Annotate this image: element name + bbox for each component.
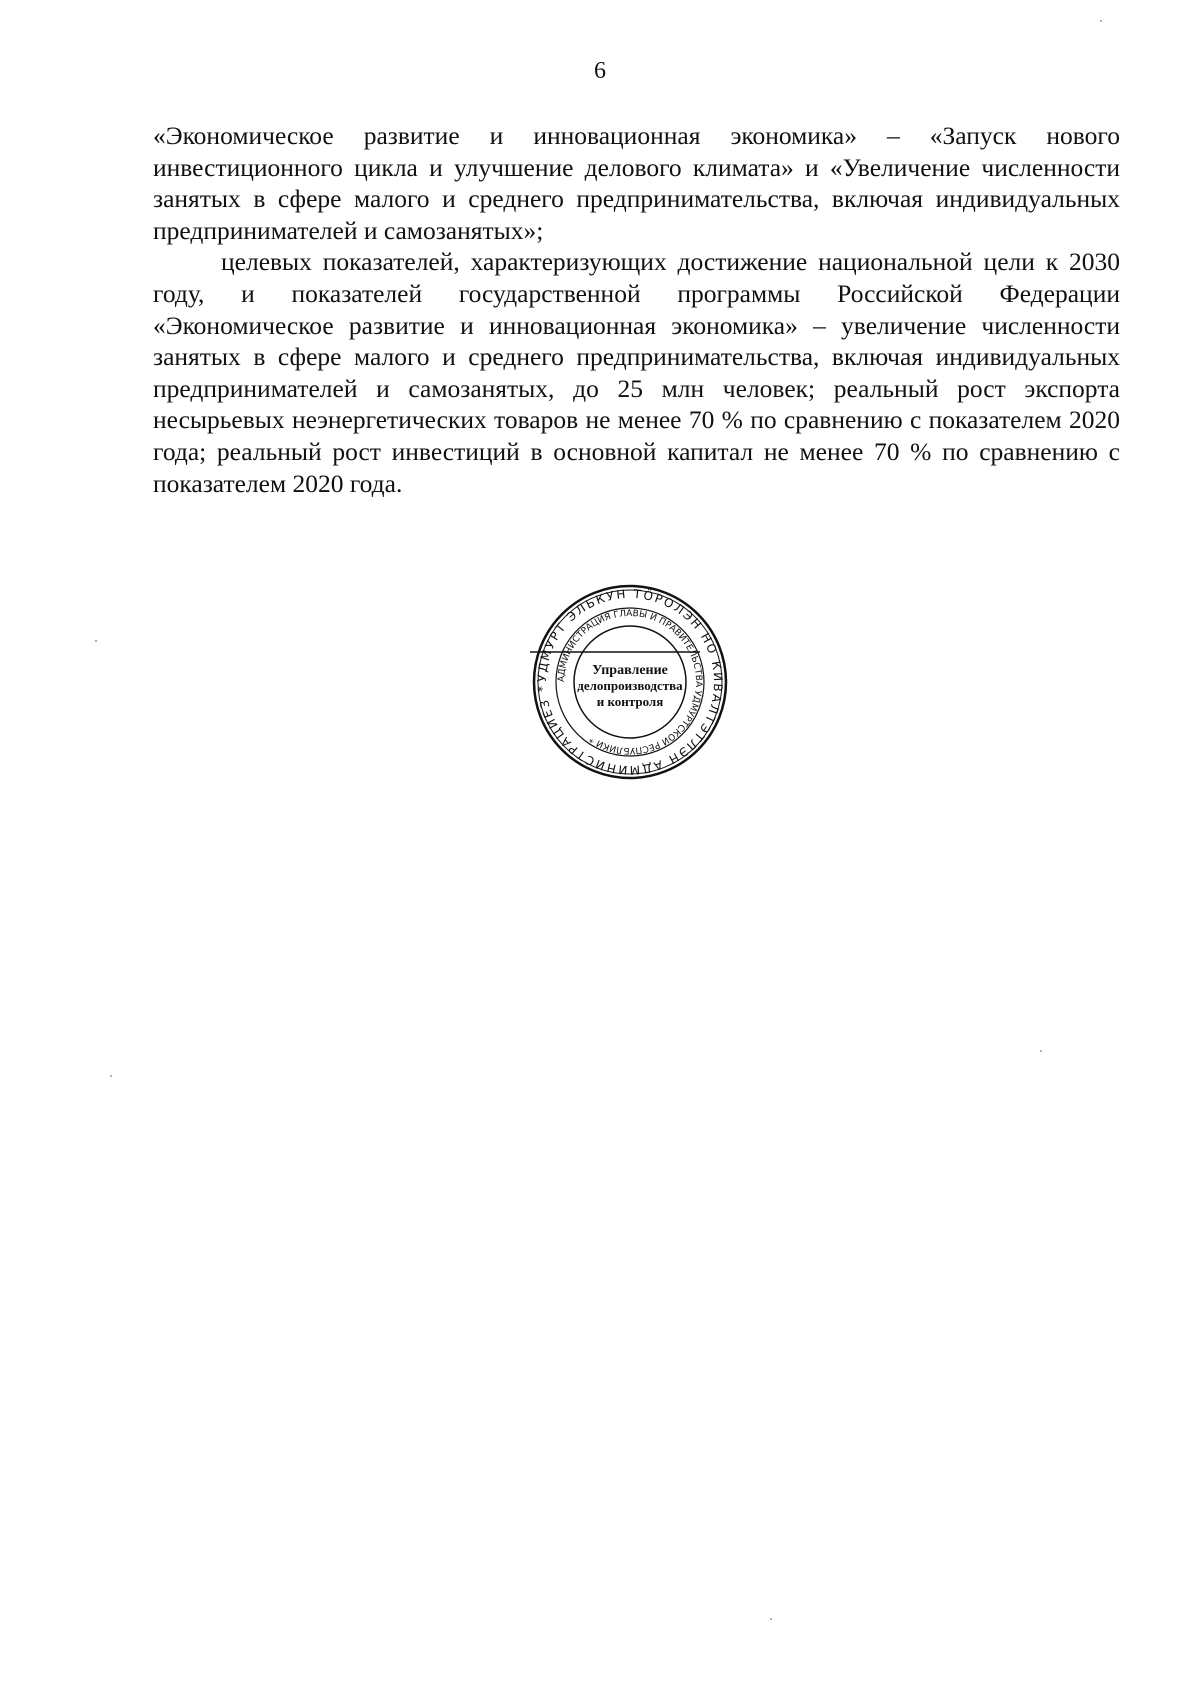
scan-speck [770,1618,772,1620]
paragraph-1: «Экономическое развитие и инновационная экономика» – «Запуск нового инвестиционного цикла и улучшение делового климата» и «Увеличение численности занятых в сфере малого и среднего предпринимательства, включая индивидуальных предпринимателей и самозанятых»; [153,121,1120,245]
scan-speck [1100,20,1102,22]
scan-speck [1040,1050,1042,1052]
scan-speck [95,640,97,642]
svg-text:делопроизводства: делопроизводства [577,678,683,693]
official-stamp [530,582,730,782]
svg-text:АДМИНИСТРАЦИЯ ГЛАВЫ И ПРАВИТЕЛ: АДМИНИСТРАЦИЯ ГЛАВЫ И ПРАВИТЕЛЬСТВА УДМУРТСКОЙ РЕСПУБЛИКИ * [556,608,704,756]
paragraph-2: целевых показателей, характеризующих достижение национальной цели к 2030 году, и показателей государственной программы Российской Федерации «Экономическое развитие и инновационная экономика» – увеличение численности занятых в сфере малого и среднего предпринимательства, включая индивидуальных предпринимателей и самозанятых, до 25 млн человек; реальный рост экспорта несырьевых неэнергетических товаров не менее 70 % по сравнению с показателем 2020 года; реальный рост инвестиций в основной капитал не менее 70 % по сравнению с показателем 2020 года. [153,247,1120,498]
scan-speck [110,1075,112,1077]
page-number: 6 [594,58,606,84]
document-body [153,120,1120,499]
svg-text:УДМУРТ ЭЛЬКУН ТӦРОЛЭН НО КИВАЛ: УДМУРТ ЭЛЬКУН ТӦРОЛЭН НО КИВАЛТЭТЛЭН АДМИНИСТРАЦИЕЗ * [534,586,726,778]
svg-text:Управление: Управление [592,663,668,678]
stamp-seal-icon [530,582,730,782]
svg-text:и контроля: и контроля [596,694,664,709]
